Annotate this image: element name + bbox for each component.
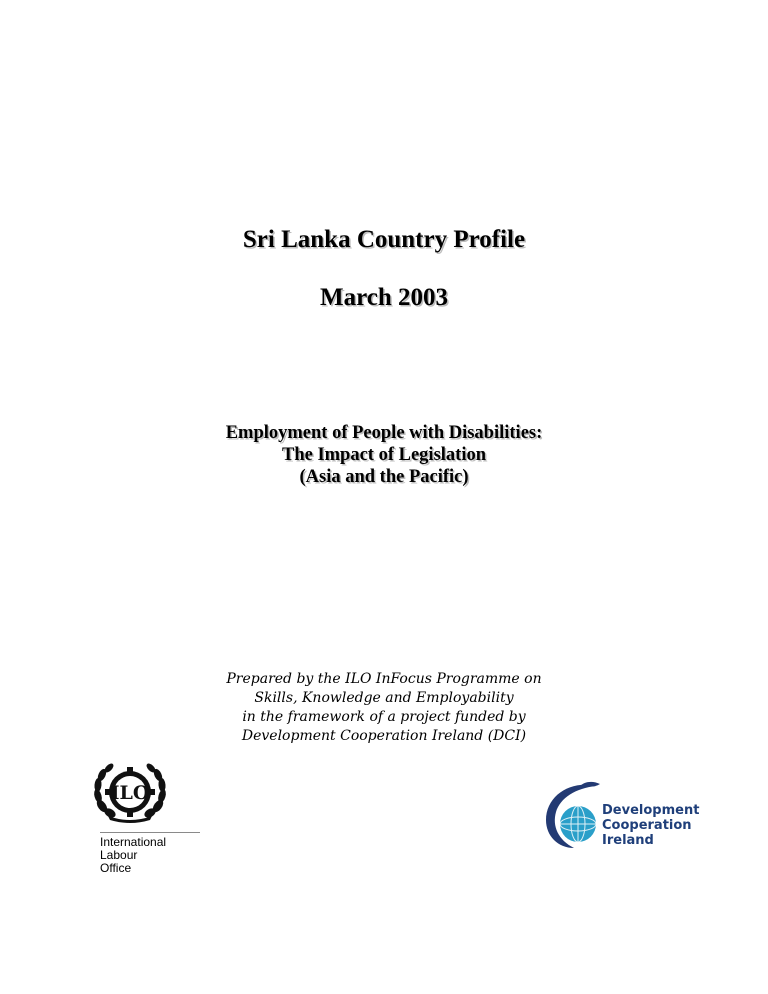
subtitle-line-2: The Impact of Legislation [281, 445, 486, 465]
ilo-divider [100, 832, 200, 833]
ilo-emblem-icon [88, 762, 172, 824]
dci-text-line-2: Cooperation [602, 818, 692, 833]
cover-date: March 2003 [320, 284, 448, 311]
prepared-line-2: Skills, Knowledge and Employability [254, 690, 514, 706]
dci-text-line-3: Ireland [602, 833, 654, 848]
ilo-caption-line-1: International [100, 835, 167, 849]
subtitle-line-3: (Asia and the Pacific) [299, 467, 469, 487]
prepared-line-1: Prepared by the ILO InFocus Programme on [226, 671, 542, 687]
prepared-line-3: in the framework of a project funded by [242, 709, 526, 725]
subtitle-line-1: Employment of People with Disabilities: [225, 423, 543, 443]
svg-text:ILO: ILO [110, 782, 150, 804]
dci-globe-icon [540, 778, 610, 852]
ilo-caption-line-2: Labour [100, 848, 138, 862]
ilo-caption-line-3: Office [100, 861, 132, 875]
cover-title: Sri Lanka Country Profile [242, 226, 526, 253]
prepared-line-4: Development Cooperation Ireland (DCI) [241, 728, 527, 744]
dci-text-line-1: Development [602, 803, 700, 818]
